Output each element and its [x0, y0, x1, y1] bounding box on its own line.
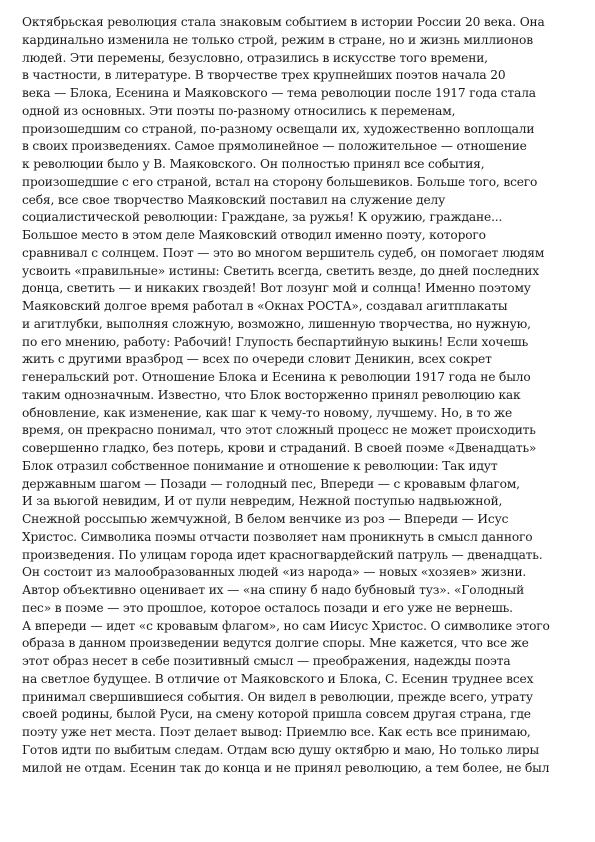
- text-line: Снежной россыпью жемчужной, В белом венчике из роз — Впереди — Исус: [22, 512, 509, 526]
- text-line: поэту уже нет места. Поэт делает вывод: Приемлю все. Как есть все принимаю,: [22, 725, 531, 739]
- text-line: обновление, как изменение, как шаг к чему-то новому, лучшему. Но, в то же: [22, 405, 513, 420]
- text-line: произведения. По улицам города идет красногвардейский патруль — двенадцать.: [22, 547, 543, 562]
- text-line: в частности, в литературе. В творчестве трех крупнейших поэтов начала 20: [22, 68, 506, 83]
- text-line: А впереди — идет «с кровавым флагом», но сам Иисус Христос. О символике этого: [22, 618, 550, 633]
- text-line: произошедшие с его страной, встал на сторону большевиков. Больше того, всего: [22, 174, 538, 189]
- text-line: людей. Эти перемены, безусловно, отразились в искусстве того времени,: [22, 50, 488, 65]
- text-line: кардинально изменила не только строй, режим в стране, но и жизнь миллионов: [22, 32, 533, 47]
- text-line: на светлое будущее. В отличие от Маяковского и Блока, С. Есенин труднее всех: [22, 671, 534, 686]
- text-line: время, он прекрасно понимал, что этот сложный процесс не может происходить: [22, 423, 536, 438]
- text-line: века — Блока, Есенина и Маяковского — тема революции после 1917 года стала: [22, 86, 536, 100]
- text-line: Готов идти по выбитым следам. Отдам всю душу октябрю и маю, Но только лиры: [22, 742, 540, 757]
- essay-text: [22, 14, 582, 777]
- text-line: донца, светить — и никаких гвоздей! Вот лозунг мой и солнца! Именно поэтому: [22, 281, 531, 296]
- text-line: Октябрьская революция стала знаковым событием в истории России 20 века. Она: [22, 15, 545, 29]
- text-line: усвоить «правильные» истины: Светить всегда, светить везде, до дней последних: [22, 263, 539, 278]
- text-line: Автор объективно оценивает их — «на спину б надо бубновый туз». «Голодный: [22, 583, 525, 597]
- text-line: Христос. Символика поэмы отчасти позволяет нам проникнуть в смысл данного: [22, 529, 533, 544]
- text-line: этот образ несет в себе позитивный смысл — преображения, надежды поэта: [22, 654, 511, 668]
- text-line: совершенно гладко, без потерь, крови и страданий. В своей поэме «Двенадцать»: [22, 441, 537, 455]
- text-line: одной из основных. Эти поэты по-разному относились к переменам,: [22, 103, 456, 118]
- text-line: жить с другими вразброд — всех по очереди словит Деникин, всех сокрет: [22, 352, 492, 367]
- text-line: и агитлубки, выполняя сложную, возможно, лишенную творчества, но нужную,: [22, 316, 531, 331]
- text-line: И за вьюгой невидим, И от пули невредим, Нежной поступью надвьюжной,: [22, 494, 503, 509]
- text-line: Большое место в этом деле Маяковский отводил именно поэту, которого: [22, 228, 486, 242]
- text-line: Маяковский долгое время работал в «Окнах РОСТА», создавал агитплакаты: [22, 299, 508, 313]
- text-line: державным шагом — Позади — голодный пес, Впереди — с кровавым флагом,: [22, 476, 520, 491]
- text-line: генеральский рот. Отношение Блока и Есенина к революции 1917 года не было: [22, 370, 531, 384]
- text-line: пес» в поэме — это прошлое, которое осталось позади и его уже не вернешь.: [22, 600, 513, 615]
- text-line: сравнивал с солнцем. Поэт — это во многом вершитель судеб, он помогает людям: [22, 245, 545, 260]
- text-line: социалистической революции: Граждане, за ружья! К оружию, граждане...: [22, 210, 503, 225]
- text-line: произошедшим со страной, по-разному освещали их, художественно воплощали: [22, 121, 535, 136]
- text-line: Он состоит из малообразованных людей «из народа» — новых «хозяев» жизни.: [22, 565, 527, 580]
- text-line: милой не отдам. Есенин так до конца и не принял революцию, а тем более, не был: [22, 760, 550, 775]
- text-line: образа в данном произведении ведутся долгие споры. Мне кажется, что все же: [22, 636, 529, 651]
- text-line: по его мнению, работу: Рабочий! Глупость беспартийную выкинь! Если хочешь: [22, 334, 529, 349]
- text-line: таким однозначным. Известно, что Блок восторженно принял революцию как: [22, 387, 521, 402]
- text-line: принимал свершившиеся события. Он видел в революции, прежде всего, утрату: [22, 689, 533, 704]
- text-line: своей родины, былой Руси, на смену которой пришла совсем другая страна, где: [22, 707, 531, 722]
- text-line: себя, все свое творчество Маяковский поставил на служение делу: [22, 192, 446, 207]
- text-line: в своих произведениях. Самое прямолинейное — положительное — отношение: [22, 139, 527, 154]
- text-line: к революции было у В. Маяковского. Он полностью принял все события,: [22, 157, 485, 171]
- text-line: Блок отразил собственное понимание и отношение к революции: Так идут: [22, 458, 498, 473]
